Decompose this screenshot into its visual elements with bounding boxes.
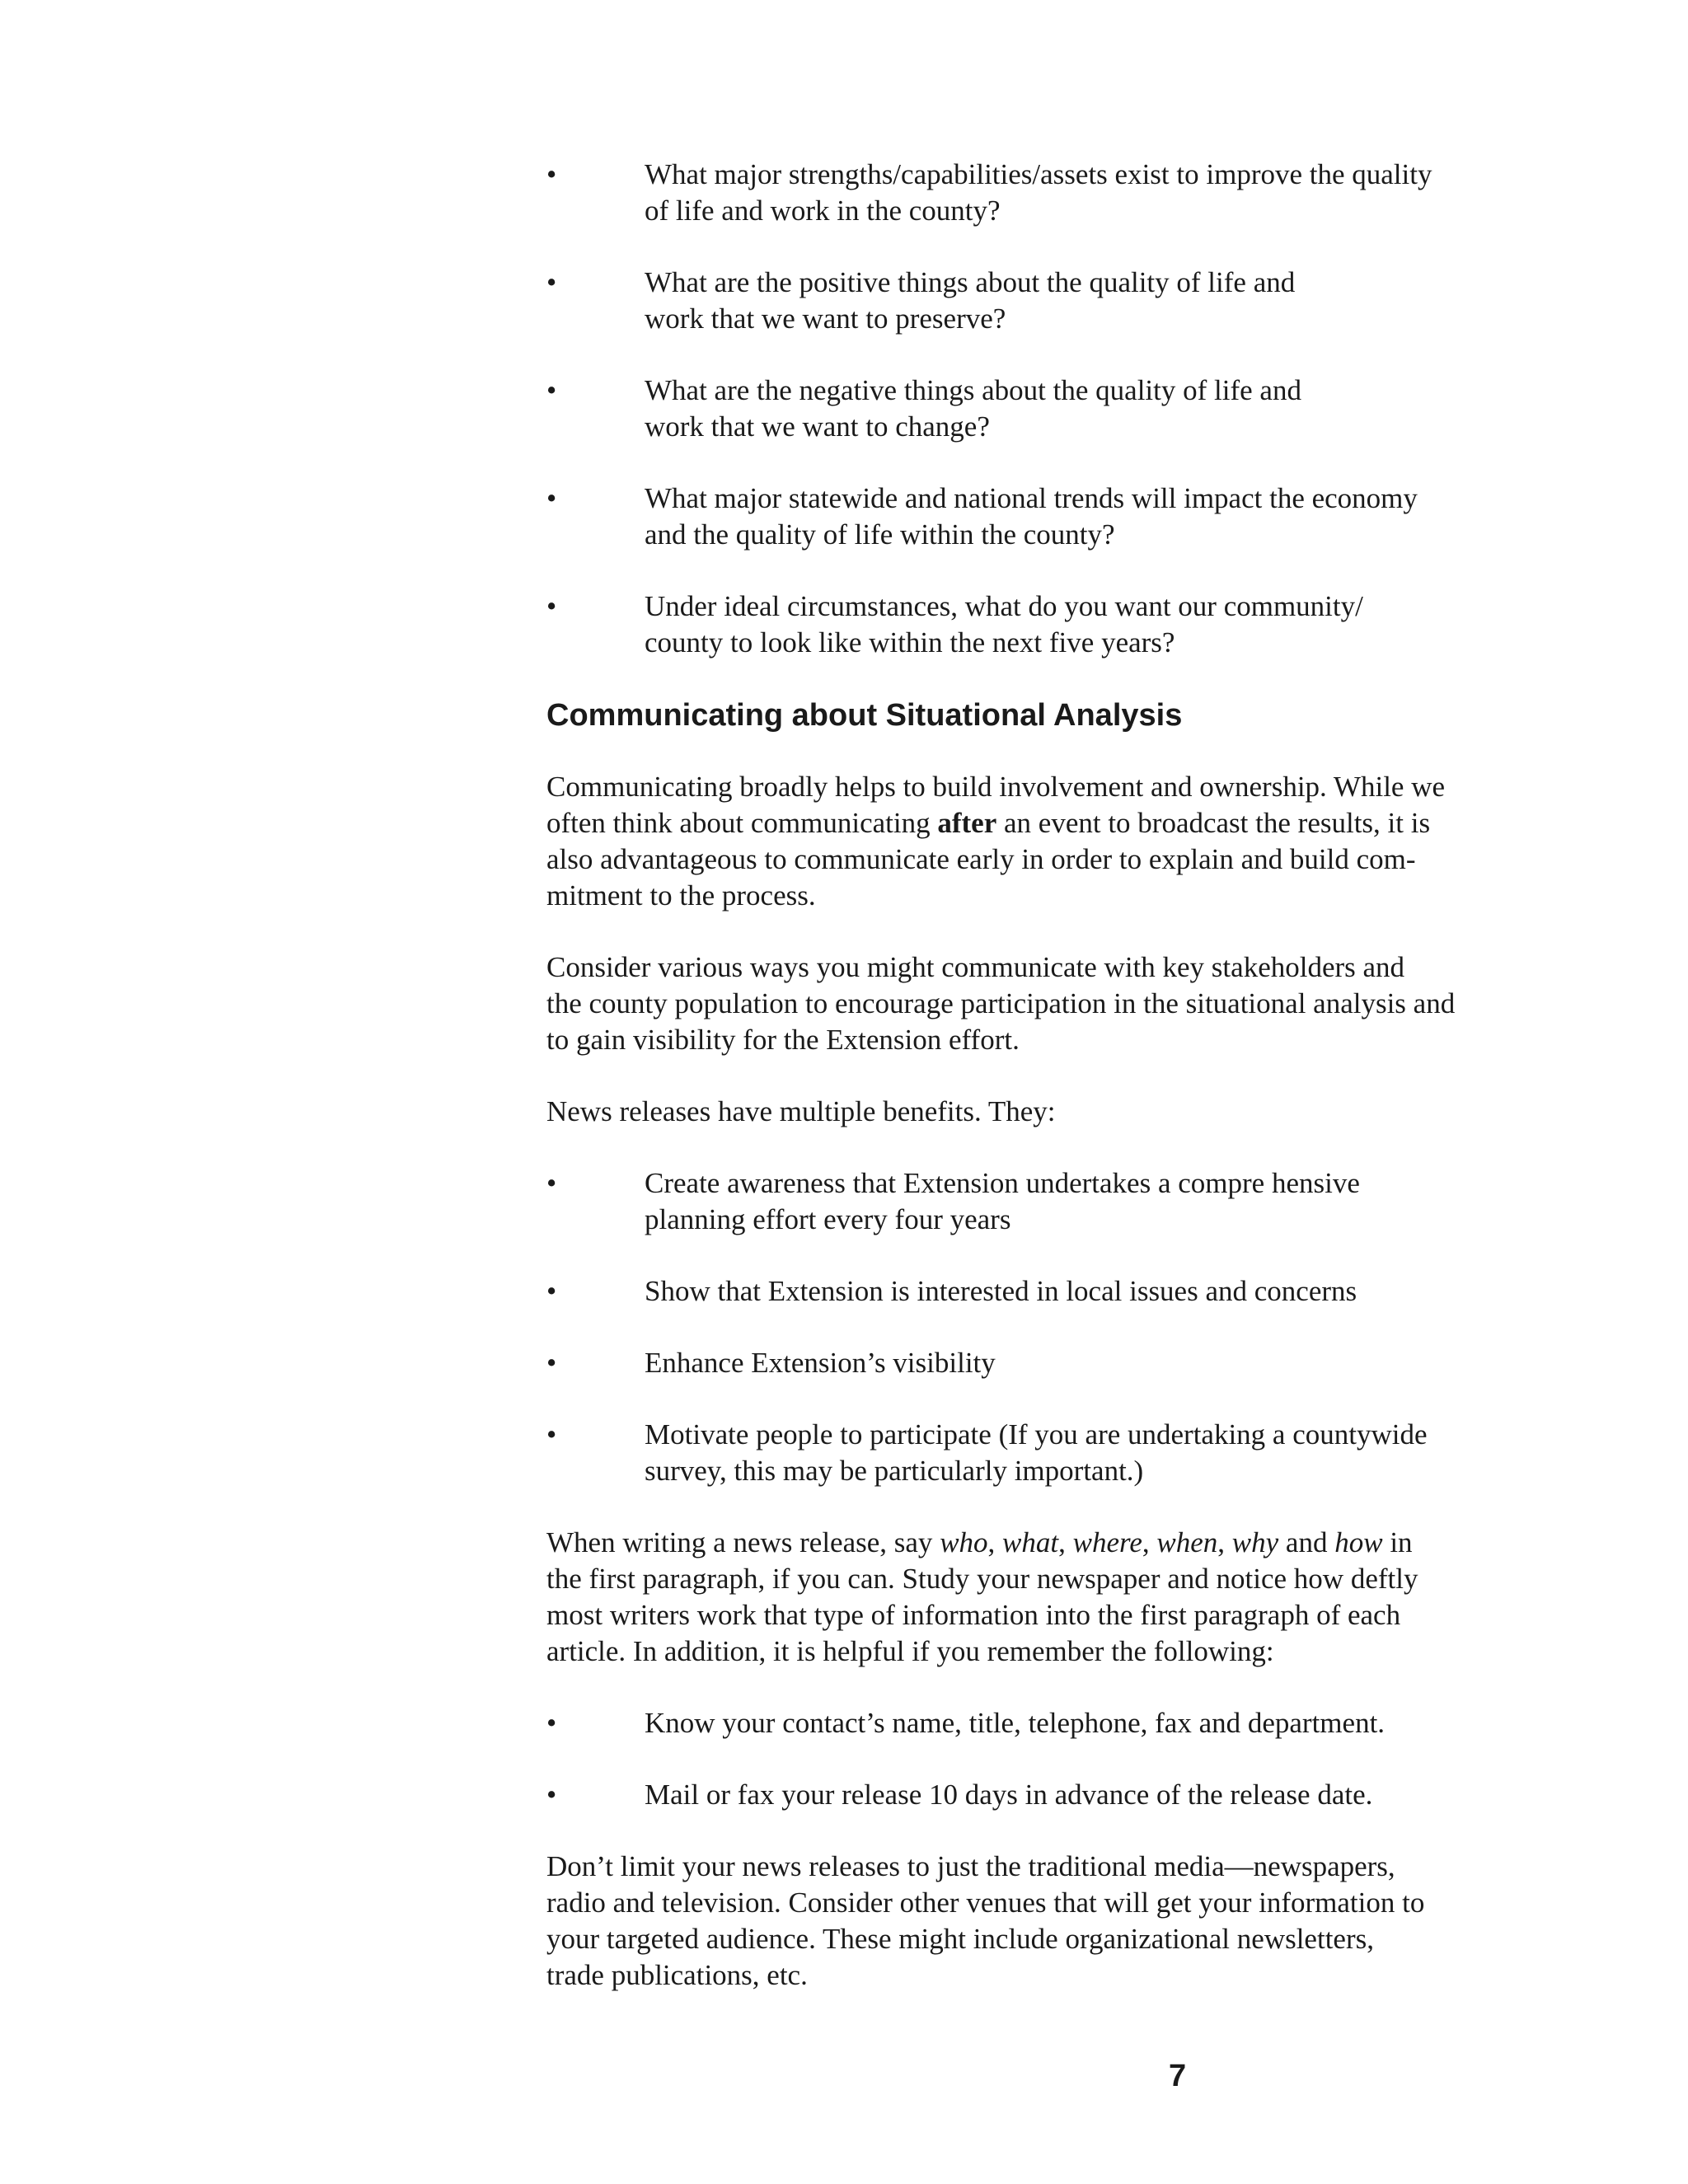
news-releases-paragraph xyxy=(546,1094,1486,1130)
text-run: , xyxy=(1217,1526,1232,1558)
page-number: 7 xyxy=(1169,2059,1187,2093)
emphasis-after: after xyxy=(937,807,997,839)
writing-paragraph xyxy=(546,1525,1486,1670)
list-item xyxy=(546,1417,1486,1489)
list-item-line: Show that Extension is interested in local issues and concerns xyxy=(645,1275,1357,1307)
list-item-line: Enhance Extension’s visibility xyxy=(645,1347,996,1379)
list-item-line: work that we want to change? xyxy=(645,410,990,443)
list-item-line: work that we want to preserve? xyxy=(645,302,1006,335)
document-page xyxy=(546,157,1486,2029)
paragraph-line: the county population to encourage participation in the situational analysis and xyxy=(546,987,1456,1019)
bullet-icon: • xyxy=(546,1418,557,1451)
list-item xyxy=(546,1345,1486,1381)
text-run: in xyxy=(1382,1526,1413,1558)
emphasis-who: who xyxy=(940,1526,988,1558)
text-run: , xyxy=(987,1526,1003,1558)
paragraph-line xyxy=(546,805,1486,841)
consider-paragraph xyxy=(546,949,1486,1058)
paragraph-line: most writers work that type of information into the first paragraph of each xyxy=(546,1599,1401,1631)
paragraph-line: also advantageous to communicate early in order to explain and build com- xyxy=(546,843,1416,875)
paragraph-line: the first paragraph, if you can. Study your newspaper and notice how deftly xyxy=(546,1563,1418,1595)
emphasis-what: what xyxy=(1002,1526,1059,1558)
paragraph-line: your targeted audience. These might include organizational newsletters, xyxy=(546,1923,1374,1955)
emphasis-where: where xyxy=(1072,1526,1142,1558)
list-item-line: What are the negative things about the quality of life and xyxy=(645,374,1301,406)
list-item-line: planning effort every four years xyxy=(645,1203,1011,1235)
intro-paragraph xyxy=(546,769,1486,914)
paragraph-line: article. In addition, it is helpful if you remember the following: xyxy=(546,1635,1274,1667)
bullet-icon: • xyxy=(546,374,557,406)
list-item xyxy=(546,157,1486,229)
closing-paragraph xyxy=(546,1849,1486,1994)
text-run: , xyxy=(1058,1526,1073,1558)
list-item-line: Motivate people to participate (If you are undertaking a countywide xyxy=(645,1418,1428,1451)
bullet-icon: • xyxy=(546,482,557,514)
paragraph-line: News releases have multiple benefits. They: xyxy=(546,1095,1056,1127)
list-item-line: and the quality of life within the county? xyxy=(645,518,1115,551)
emphasis-why: why xyxy=(1231,1526,1279,1558)
bullet-icon: • xyxy=(546,1167,557,1199)
list-item xyxy=(546,480,1486,553)
list-item-line: Know your contact’s name, title, telephone, fax and department. xyxy=(645,1707,1386,1739)
emphasis-when: when xyxy=(1156,1526,1218,1558)
paragraph-line: radio and television. Consider other venues that will get your information to xyxy=(546,1886,1425,1919)
bullet-icon: • xyxy=(546,590,557,622)
list-item xyxy=(546,1273,1486,1310)
bullet-icon: • xyxy=(546,1779,557,1811)
list-item xyxy=(546,1777,1486,1813)
list-item xyxy=(546,588,1486,661)
list-item-line: What are the positive things about the quality of life and xyxy=(645,266,1296,298)
list-item-line: What major strengths/capabilities/assets exist to improve the quality xyxy=(645,158,1432,190)
bullet-icon: • xyxy=(546,266,557,298)
list-item xyxy=(546,265,1486,337)
text-run: often think about communicating xyxy=(546,807,938,839)
text-run: , xyxy=(1142,1526,1157,1558)
list-item-line: Under ideal circumstances, what do you want our community/ xyxy=(645,590,1363,622)
list-item-line: of life and work in the county? xyxy=(645,194,1001,227)
section-heading: Communicating about Situational Analysis xyxy=(546,698,1183,733)
list-item xyxy=(546,1165,1486,1238)
paragraph-line: trade publications, etc. xyxy=(546,1959,808,1991)
list-item-line: county to look like within the next five years? xyxy=(645,626,1175,658)
paragraph-line xyxy=(546,1525,1486,1561)
paragraph-line: mitment to the process. xyxy=(546,879,816,912)
bullet-icon: • xyxy=(546,158,557,190)
benefits-list xyxy=(546,1165,1486,1489)
list-item-line: Create awareness that Extension undertakes a compre hensive xyxy=(645,1167,1360,1199)
planning-questions-list xyxy=(546,157,1486,661)
paragraph-line: Consider various ways you might communicate with key stakeholders and xyxy=(546,951,1405,983)
paragraph-line: Communicating broadly helps to build involvement and ownership. While we xyxy=(546,771,1446,803)
list-item-line: survey, this may be particularly important.) xyxy=(645,1455,1144,1487)
list-item-line: Mail or fax your release 10 days in advance of the release date. xyxy=(645,1779,1373,1811)
list-item xyxy=(546,1705,1486,1741)
bullet-icon: • xyxy=(546,1275,557,1307)
bullet-icon: • xyxy=(546,1707,557,1739)
list-item-line: What major statewide and national trends will impact the economy xyxy=(645,482,1418,514)
text-run: an event to broadcast the results, it is xyxy=(996,807,1431,839)
text-run: When writing a news release, say xyxy=(546,1526,940,1558)
list-item xyxy=(546,373,1486,445)
emphasis-how: how xyxy=(1334,1526,1383,1558)
remember-list xyxy=(546,1705,1486,1813)
paragraph-line: Don’t limit your news releases to just the traditional media—newspapers, xyxy=(546,1850,1395,1882)
text-run: and xyxy=(1278,1526,1335,1558)
paragraph-line: to gain visibility for the Extension effort. xyxy=(546,1024,1020,1056)
bullet-icon: • xyxy=(546,1347,557,1379)
